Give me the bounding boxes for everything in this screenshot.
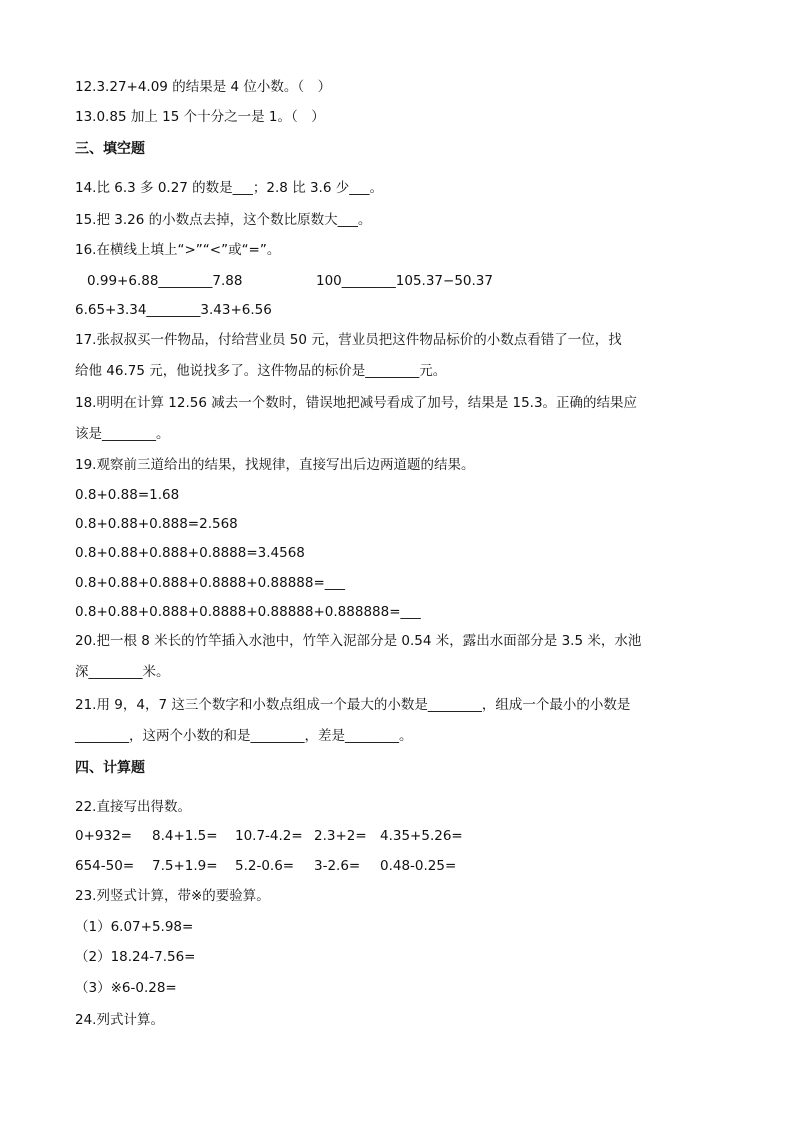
question-19: 19.观察前三道给出的结果，找规律，直接写出后边两道题的结果。 bbox=[75, 457, 475, 473]
question-18-line-1: 18.明明在计算 12.56 减去一个数时，错误地把减号看成了加号，结果是 15.3。正确的结果应 bbox=[75, 395, 638, 411]
calc-item: 0.48-0.25= bbox=[380, 858, 457, 874]
question-23-item-1: （1）6.07+5.98= bbox=[75, 919, 194, 935]
question-16: 16.在横线上填上“>”“<”或“=”。 bbox=[75, 242, 281, 258]
question-14: 14.比 6.3 多 0.27 的数是___；2.8 比 3.6 少___。 bbox=[75, 180, 383, 196]
question-24: 24.列式计算。 bbox=[75, 1012, 164, 1028]
calc-item: 5.2-0.6= bbox=[235, 858, 295, 874]
question-21-line-2: ________，这两个小数的和是________，差是________。 bbox=[75, 728, 413, 744]
question-17-line-2: 给他 46.75 元，他说找多了。这件物品的标价是________元。 bbox=[75, 363, 447, 379]
calc-item: 654-50= bbox=[75, 858, 135, 874]
question-19-line-4: 0.8+0.88+0.888+0.8888+0.88888=___ bbox=[75, 575, 346, 591]
question-19-line-3: 0.8+0.88+0.888+0.8888=3.4568 bbox=[75, 545, 305, 561]
calc-item: 7.5+1.9= bbox=[152, 858, 218, 874]
question-23: 23.列竖式计算，带※的要验算。 bbox=[75, 888, 270, 904]
question-16-item-b: 100________105.37−50.37 bbox=[316, 273, 493, 289]
section-heading-fill-in: 三、填空题 bbox=[75, 141, 145, 157]
section-heading-calculation: 四、计算题 bbox=[75, 760, 145, 776]
question-20-line-1: 20.把一根 8 米长的竹竿插入水池中，竹竿入泥部分是 0.54 米，露出水面部分是 3.5 米，水池 bbox=[75, 633, 642, 649]
question-15: 15.把 3.26 的小数点去掉，这个数比原数大___。 bbox=[75, 212, 372, 228]
calc-item: 0+932= bbox=[75, 828, 132, 844]
calc-item: 2.3+2= bbox=[314, 828, 367, 844]
question-19-line-5: 0.8+0.88+0.888+0.8888+0.88888+0.888888=___ bbox=[75, 604, 421, 620]
question-17-line-1: 17.张叔叔买一件物品，付给营业员 50 元，营业员把这件物品标价的小数点看错了一位，找 bbox=[75, 332, 622, 348]
question-22: 22.直接写出得数。 bbox=[75, 799, 191, 815]
question-16-item-c: 6.65+3.34________3.43+6.56 bbox=[75, 302, 272, 318]
question-21-line-1: 21.用 9，4，7 这三个数字和小数点组成一个最大的小数是________，组成一个最小的小数是 bbox=[75, 697, 631, 713]
question-12: 12.3.27+4.09 的结果是 4 位小数。（ ） bbox=[75, 79, 332, 95]
question-16-item-a: 0.99+6.88________7.88 bbox=[87, 273, 243, 289]
calc-item: 10.7-4.2= bbox=[235, 828, 303, 844]
question-13: 13.0.85 加上 15 个十分之一是 1。（ ） bbox=[75, 109, 325, 125]
question-18-line-2: 该是________。 bbox=[75, 426, 170, 442]
question-23-item-3: （3）※6-0.28= bbox=[75, 980, 177, 996]
calc-item: 3-2.6= bbox=[314, 858, 361, 874]
question-19-line-2: 0.8+0.88+0.888=2.568 bbox=[75, 516, 238, 532]
question-19-line-1: 0.8+0.88=1.68 bbox=[75, 487, 180, 503]
question-20-line-2: 深________米。 bbox=[75, 664, 170, 680]
question-23-item-2: （2）18.24-7.56= bbox=[75, 949, 196, 965]
calc-item: 4.35+5.26= bbox=[380, 828, 463, 844]
calc-item: 8.4+1.5= bbox=[152, 828, 218, 844]
